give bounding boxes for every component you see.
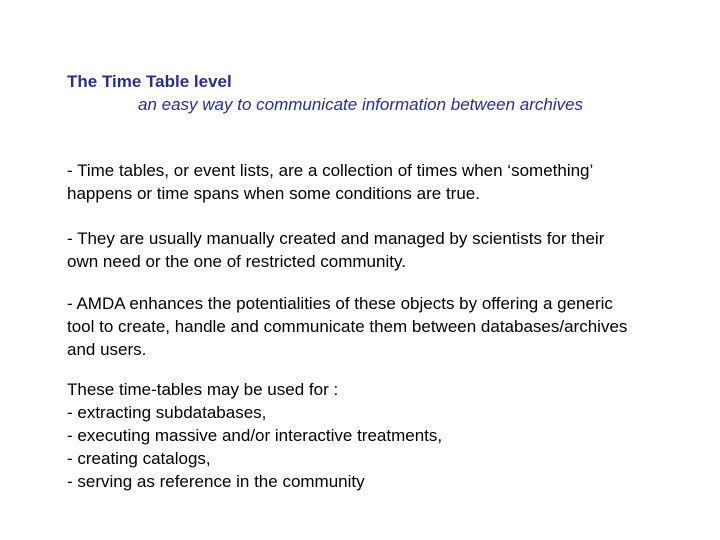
list-item: - creating catalogs, xyxy=(67,449,211,468)
paragraph-line: tool to create, handle and communicate them between databases/archives xyxy=(67,317,628,336)
paragraph-time-tables-definition xyxy=(67,159,687,205)
paragraph-line: - They are usually manually created and managed by scientists for their xyxy=(67,229,605,248)
uses-list xyxy=(67,378,687,493)
paragraph-line: and users. xyxy=(67,340,147,359)
paragraph-line: happens or time spans when some conditions are true. xyxy=(67,184,480,203)
paragraph-line: - Time tables, or event lists, are a collection of times when ‘something’ xyxy=(67,161,594,180)
slide-subtitle: an easy way to communicate information between archives xyxy=(138,95,584,114)
paragraph-amda-enhancements xyxy=(67,292,687,361)
list-item: - extracting subdatabases, xyxy=(67,403,267,422)
list-item: - executing massive and/or interactive treatments, xyxy=(67,426,443,445)
paragraph-line: own need or the one of restricted community. xyxy=(67,252,406,271)
paragraph-manual-creation xyxy=(67,227,687,273)
uses-intro: These time-tables may be used for : xyxy=(67,380,339,399)
slide-title: The Time Table level xyxy=(67,72,232,91)
list-item: - serving as reference in the community xyxy=(67,472,365,491)
paragraph-line: - AMDA enhances the potentialities of these objects by offering a generic xyxy=(67,294,613,313)
